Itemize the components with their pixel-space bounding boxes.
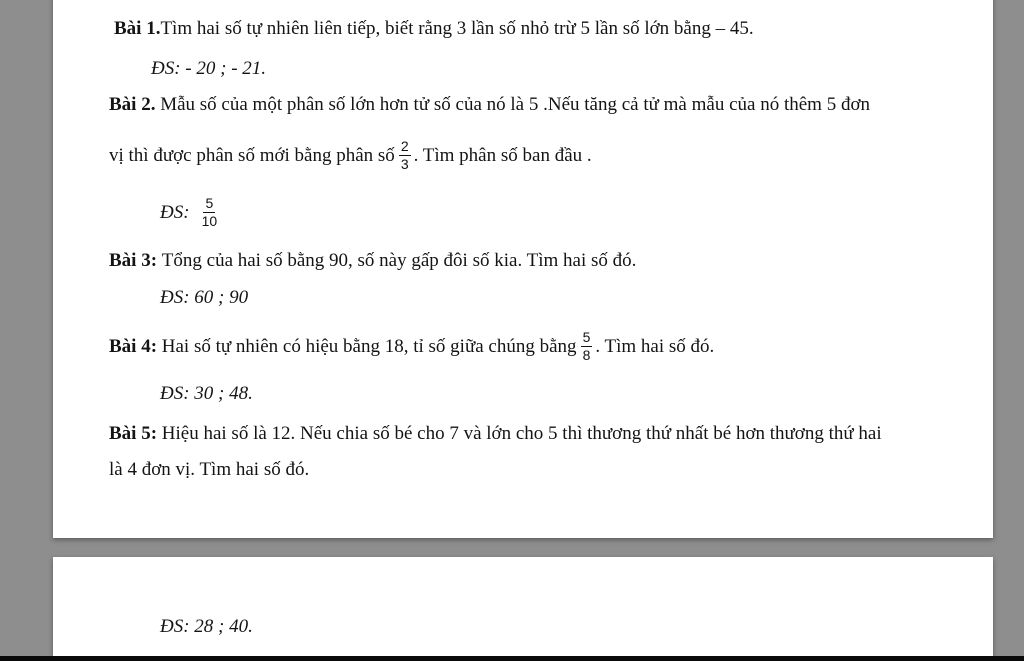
problem-3-answer: ĐS: 60 ; 90 [160,287,249,308]
fraction-numerator: 5 [205,195,214,211]
problem-3-label: Bài 3: [109,250,158,271]
problem-4-fraction [581,330,593,363]
problem-3-line [109,249,636,273]
problem-5-text-1: Hiệu hai số là 12. Nếu chia số bé cho 7 và lớn cho 5 thì thương thứ nhất bé hơn thương thứ hai [161,423,882,444]
document-page-2 [53,557,993,657]
problem-2-text-1: Mẫu số của một phân số lớn hơn tử số của nó là 5 .Nếu tăng cả tử mà mẫu của nó thêm 5 đơn [160,94,870,115]
problem-2-answer [160,196,222,229]
problem-5-line-2: là 4 đơn vị. Tìm hai số đó. [109,459,310,480]
answer-prefix: ĐS: [160,201,190,223]
problem-4-label: Bài 4: [109,335,158,357]
problem-2-line-1 [109,93,870,117]
problem-5-label: Bài 5: [109,423,158,444]
problem-2-line-2 [109,139,592,172]
bottom-edge [0,656,1024,661]
fraction-denominator: 10 [201,213,218,229]
fraction-denominator: 3 [400,156,409,172]
problem-5-line-1 [109,422,882,446]
problem-4-text-1: Hai số tự nhiên có hiệu bằng 18, tỉ số giữa chúng bằng [161,335,577,357]
problem-4-answer: ĐS: 30 ; 48. [160,383,253,404]
problem-1-line [114,17,754,41]
fraction-denominator: 8 [582,347,591,363]
problem-2-label: Bài 2. [109,94,156,115]
problem-1-answer: ĐS: - 20 ; - 21. [151,58,267,79]
problem-1-text: Tìm hai số tự nhiên liên tiếp, biết rằng 3 lần số nhỏ trừ 5 lần số lớn bằng – 45. [160,18,754,39]
problem-2-text-2: vị thì được phân số mới bằng phân số [109,144,395,166]
problem-5-answer: ĐS: 28 ; 40. [160,616,253,637]
fraction-numerator: 5 [582,329,591,345]
problem-3-text: Tổng của hai số bằng 90, số này gấp đôi số kia. Tìm hai số đó. [161,250,637,271]
problem-2-fraction [399,139,411,172]
problem-1-label: Bài 1. [114,18,161,39]
problem-4-text-2: . Tìm hai số đó. [595,335,715,357]
problem-2-text-3: . Tìm phân số ban đầu . [413,144,592,166]
fraction-numerator: 2 [400,138,409,154]
answer-fraction [200,196,220,229]
problem-4-line [109,330,714,363]
